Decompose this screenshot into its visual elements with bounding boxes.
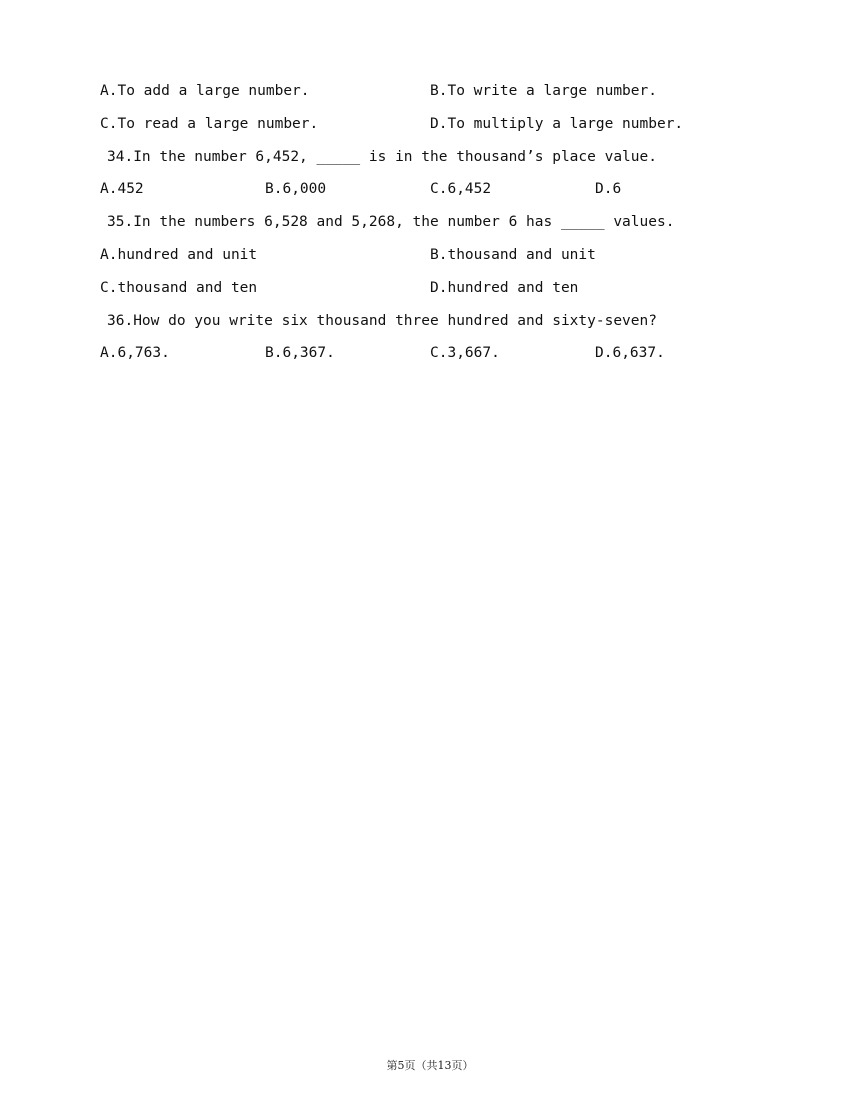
- q35-options-row-2: [100, 276, 780, 300]
- page-number-footer: 第5页（共13页）: [386, 1059, 474, 1072]
- q34-options-row: [100, 177, 780, 201]
- q35-option-d: D.hundred and ten: [430, 280, 579, 296]
- q33-options-row-1: [100, 79, 780, 103]
- q36-stem: 36.How do you write six thousand three hundred and sixty-seven?: [107, 313, 657, 329]
- q35-option-b: B.thousand and unit: [430, 247, 596, 263]
- q35-options-row-1: [100, 243, 780, 267]
- q34-option-d: D.6: [595, 181, 622, 197]
- q36-options-row: [100, 341, 780, 365]
- q33-options-row-2: [100, 112, 780, 136]
- q34-option-b: B.6,000: [265, 181, 327, 197]
- q34-stem: 34.In the number 6,452, _____ is in the thousand’s place value.: [107, 149, 657, 165]
- q34-option-a: A.452: [100, 181, 144, 197]
- q34-option-c: C.6,452: [430, 181, 492, 197]
- q35-stem: 35.In the numbers 6,528 and 5,268, the number 6 has _____ values.: [107, 214, 675, 230]
- q35-option-c: C.thousand and ten: [100, 280, 258, 296]
- q35-option-a: A.hundred and unit: [100, 247, 258, 263]
- q33-option-c: C.To read a large number.: [100, 116, 319, 132]
- q36-option-a: A.6,763.: [100, 345, 170, 361]
- q36-option-c: C.3,667.: [430, 345, 500, 361]
- q33-option-d: D.To multiply a large number.: [430, 116, 684, 132]
- q36-option-b: B.6,367.: [265, 345, 335, 361]
- q33-option-a: A.To add a large number.: [100, 83, 310, 99]
- q36-option-d: D.6,637.: [595, 345, 665, 361]
- q33-option-b: B.To write a large number.: [430, 83, 657, 99]
